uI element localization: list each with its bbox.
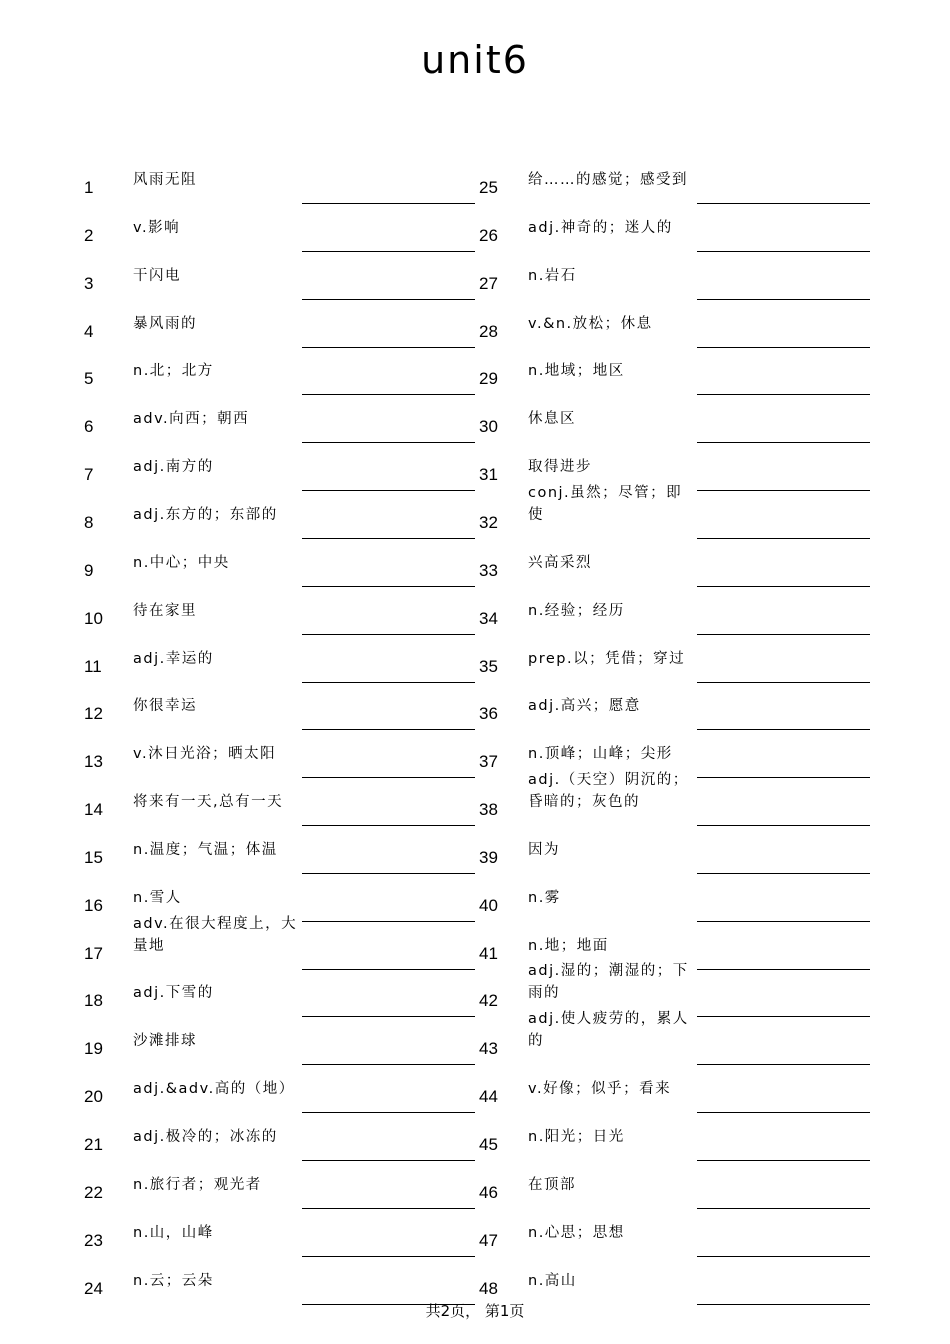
vocab-row — [0, 1163, 950, 1211]
answer-blank[interactable] — [302, 251, 475, 252]
answer-blank[interactable] — [302, 299, 475, 300]
item-definition: 兴高采烈 — [528, 554, 592, 571]
item-definition: adv.向西；朝西 — [133, 411, 250, 428]
item-number: 14 — [84, 800, 103, 820]
item-definition: 沙滩排球 — [133, 1033, 197, 1050]
item-number: 35 — [479, 656, 498, 676]
page-footer: 共2页， 第1页 — [425, 1302, 525, 1320]
item-definition: adj.高兴；愿意 — [528, 698, 641, 715]
item-definition: n.阳光；日光 — [528, 1129, 625, 1145]
item-number: 18 — [84, 991, 103, 1011]
item-definition: n.中心；中央 — [133, 554, 230, 571]
vocab-row — [0, 915, 950, 972]
item-number: 8 — [84, 512, 94, 532]
item-definition: n.北；北方 — [133, 363, 214, 380]
item-number: 15 — [84, 847, 103, 867]
answer-blank[interactable] — [697, 538, 870, 539]
item-definition: adj.极冷的；冰冻的 — [133, 1129, 278, 1145]
item-number: 12 — [84, 704, 103, 724]
item-number: 37 — [479, 752, 498, 772]
item-definition: n.顶峰；山峰；尖形 — [528, 746, 673, 763]
answer-blank[interactable] — [697, 299, 870, 300]
item-number: 41 — [479, 943, 498, 963]
item-number: 16 — [84, 895, 103, 915]
item-number: 29 — [479, 369, 498, 389]
answer-blank[interactable] — [697, 1016, 870, 1017]
item-number: 25 — [479, 178, 498, 197]
item-definition: 给……的感觉；感受到 — [528, 172, 688, 188]
item-definition: 因为 — [528, 841, 560, 858]
answer-blank[interactable] — [302, 969, 475, 970]
page-title: unit6 — [421, 38, 529, 82]
item-definition: adj.幸运的 — [133, 650, 214, 667]
answer-blank[interactable] — [302, 1112, 475, 1113]
item-definition: 取得进步 — [528, 459, 592, 476]
item-number: 47 — [479, 1230, 498, 1250]
item-number: 40 — [479, 895, 498, 915]
item-definition: v.好像；似乎；看来 — [528, 1081, 672, 1098]
item-number: 9 — [84, 560, 94, 580]
vocab-row — [0, 254, 950, 302]
item-definition: adj.&adv.高的（地） — [133, 1081, 295, 1098]
vocab-row — [0, 828, 950, 876]
answer-blank[interactable] — [697, 586, 870, 587]
answer-blank[interactable] — [302, 1160, 475, 1161]
item-definition: n.岩石 — [528, 267, 577, 284]
item-number: 17 — [84, 943, 103, 963]
item-number: 34 — [479, 608, 498, 628]
vocab-row — [0, 1011, 950, 1067]
item-number: 27 — [479, 273, 498, 293]
item-definition: 休息区 — [528, 411, 576, 428]
item-definition: 暴风雨的 — [133, 315, 197, 332]
vocab-row — [0, 349, 950, 397]
item-definition: adv.在很大程度上，大 量地 — [133, 915, 298, 954]
vocab-row — [0, 302, 950, 350]
item-definition: conj.虽然；尽管；即使 — [528, 484, 683, 523]
vocab-row — [0, 541, 950, 589]
item-definition: adj.东方的；东部的 — [133, 506, 278, 523]
answer-blank[interactable] — [697, 490, 870, 491]
item-definition: prep.以；凭借；穿过 — [528, 650, 686, 667]
answer-blank[interactable] — [697, 1064, 870, 1065]
item-definition: n.雪人 — [133, 889, 182, 906]
answer-blank[interactable] — [302, 1208, 475, 1209]
item-number: 10 — [84, 608, 103, 628]
item-number: 46 — [479, 1182, 498, 1202]
item-number: 38 — [479, 800, 498, 820]
item-definition: n.高山 — [528, 1272, 577, 1289]
answer-blank[interactable] — [697, 394, 870, 395]
vocab-row — [0, 1115, 950, 1163]
item-definition: n.地域；地区 — [528, 363, 625, 380]
item-number: 5 — [84, 369, 94, 389]
answer-blank[interactable] — [302, 490, 475, 491]
item-definition: n.山，山峰 — [133, 1224, 214, 1241]
item-number: 13 — [84, 752, 103, 772]
answer-blank[interactable] — [302, 825, 475, 826]
item-definition: adj.（天空）阴沉的； 昏暗的；灰色的 — [528, 772, 689, 811]
item-number: 48 — [479, 1278, 498, 1298]
item-definition: adj.湿的；潮湿的；下 雨的 — [528, 963, 689, 1002]
vocab-row — [0, 445, 950, 493]
item-number: 7 — [84, 465, 94, 485]
item-definition: n.地；地面 — [528, 937, 609, 954]
item-number: 3 — [84, 273, 94, 293]
answer-blank[interactable] — [302, 729, 475, 730]
answer-blank[interactable] — [697, 203, 870, 204]
answer-blank[interactable] — [302, 777, 475, 778]
item-number: 24 — [84, 1278, 103, 1298]
answer-blank[interactable] — [302, 921, 475, 922]
item-number: 28 — [479, 321, 498, 341]
item-definition: n.雾 — [528, 889, 561, 906]
answer-blank[interactable] — [302, 538, 475, 539]
item-definition: n.云；云朵 — [133, 1272, 214, 1289]
item-number: 6 — [84, 417, 94, 437]
item-number: 43 — [479, 1039, 498, 1059]
vocab-row — [0, 772, 950, 828]
answer-blank[interactable] — [302, 873, 475, 874]
item-number: 22 — [84, 1182, 103, 1202]
item-number: 36 — [479, 704, 498, 724]
item-number: 26 — [479, 225, 498, 245]
item-definition: 干闪电 — [133, 267, 181, 284]
answer-blank[interactable] — [697, 347, 870, 348]
answer-blank[interactable] — [697, 729, 870, 730]
item-number: 31 — [479, 465, 498, 485]
answer-blank[interactable] — [302, 347, 475, 348]
answer-blank[interactable] — [697, 825, 870, 826]
answer-blank[interactable] — [697, 634, 870, 635]
item-number: 32 — [479, 512, 498, 532]
answer-blank[interactable] — [302, 1064, 475, 1065]
vocab-row — [0, 158, 950, 206]
answer-blank[interactable] — [302, 442, 475, 443]
item-definition: 将来有一天,总有一天 — [133, 794, 284, 811]
item-definition: adj.神奇的；迷人的 — [528, 219, 673, 236]
answer-blank[interactable] — [302, 394, 475, 395]
item-number: 11 — [84, 656, 102, 676]
item-number: 19 — [84, 1039, 103, 1059]
vocab-row — [0, 637, 950, 685]
vocab-row — [0, 732, 950, 780]
item-number: 30 — [479, 417, 498, 437]
item-definition: 风雨无阻 — [133, 172, 197, 188]
vocab-row — [0, 589, 950, 637]
item-number: 20 — [84, 1087, 103, 1107]
item-definition: n.经验；经历 — [528, 602, 625, 619]
item-definition: v.沐日光浴；晒太阳 — [133, 746, 277, 763]
item-number: 33 — [479, 560, 498, 580]
vocab-row — [0, 206, 950, 254]
answer-blank[interactable] — [697, 251, 870, 252]
vocab-row — [0, 1211, 950, 1259]
answer-blank[interactable] — [697, 969, 870, 970]
answer-blank[interactable] — [302, 682, 475, 683]
item-number: 1 — [84, 178, 94, 197]
answer-blank[interactable] — [302, 1016, 475, 1017]
answer-blank[interactable] — [697, 921, 870, 922]
item-definition: n.温度；气温；体温 — [133, 841, 278, 858]
answer-blank[interactable] — [697, 1256, 870, 1257]
vocab-row — [0, 484, 950, 541]
item-definition: n.旅行者；观光者 — [133, 1176, 262, 1193]
vocab-row — [0, 684, 950, 732]
item-definition: v.影响 — [133, 219, 181, 236]
answer-blank[interactable] — [697, 1112, 870, 1113]
item-definition: 在顶部 — [528, 1176, 576, 1193]
item-number: 45 — [479, 1135, 498, 1154]
answer-blank[interactable] — [302, 634, 475, 635]
answer-blank[interactable] — [302, 1256, 475, 1257]
answer-blank[interactable] — [697, 1160, 870, 1161]
item-number: 39 — [479, 847, 498, 867]
vocab-row — [0, 1067, 950, 1115]
item-definition: adj.使人疲劳的，累人 的 — [528, 1011, 689, 1050]
answer-blank[interactable] — [697, 682, 870, 683]
item-definition: n.心思；思想 — [528, 1224, 625, 1241]
item-number: 2 — [84, 225, 94, 245]
item-definition: 待在家里 — [133, 602, 197, 619]
item-definition: 你很幸运 — [133, 698, 197, 715]
item-definition: adj.下雪的 — [133, 985, 214, 1002]
answer-blank[interactable] — [302, 203, 475, 204]
answer-blank[interactable] — [697, 442, 870, 443]
answer-blank[interactable] — [302, 586, 475, 587]
item-number: 4 — [84, 321, 94, 341]
item-number: 44 — [479, 1087, 498, 1107]
answer-blank[interactable] — [697, 873, 870, 874]
vocab-row — [0, 397, 950, 445]
answer-blank[interactable] — [697, 777, 870, 778]
item-number: 21 — [84, 1135, 103, 1154]
answer-blank[interactable] — [697, 1208, 870, 1209]
vocab-row — [0, 963, 950, 1019]
item-number: 42 — [479, 991, 498, 1011]
item-definition: adj.南方的 — [133, 459, 214, 476]
item-definition: v.&n.放松；休息 — [528, 315, 653, 332]
item-number: 23 — [84, 1230, 103, 1250]
